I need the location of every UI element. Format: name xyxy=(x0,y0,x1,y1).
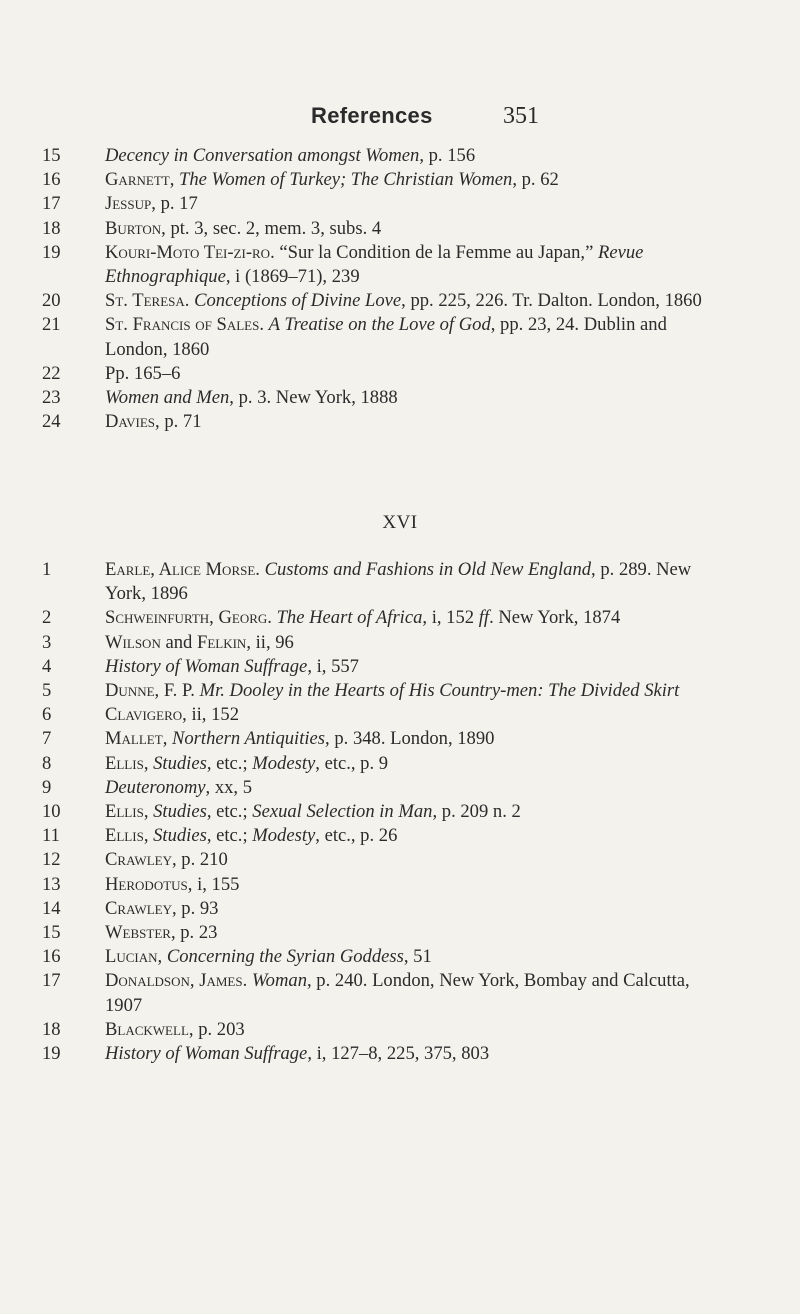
reference-number: 21 xyxy=(42,314,61,336)
reference-text: St. Francis of Sales. A Treatise on the Love of God, pp. 23, 24. Dublin and London, 1860 xyxy=(105,314,667,360)
reference-text: Donaldson, James. Woman, p. 240. London, New York, Bombay and Calcutta, 1907 xyxy=(105,970,690,1016)
reference-number: 19 xyxy=(42,241,61,263)
reference-list-continued xyxy=(0,144,800,434)
reference-text: Ellis, Studies, etc.; Sexual Selection in Man, p. 209 n. 2 xyxy=(105,801,521,823)
reference-number: 17 xyxy=(42,193,61,215)
reference-number: 22 xyxy=(42,362,61,384)
reference-number: 17 xyxy=(42,970,61,992)
reference-text: Crawley, p. 210 xyxy=(105,849,228,871)
reference-text: Clavigero, ii, 152 xyxy=(105,704,239,726)
reference-number: 16 xyxy=(42,946,61,968)
running-header xyxy=(0,103,800,137)
reference-entry xyxy=(0,192,705,216)
reference-text: Davies, p. 71 xyxy=(105,411,202,433)
reference-entry xyxy=(0,362,705,386)
reference-entry xyxy=(0,727,705,751)
page-number: 351 xyxy=(503,103,539,129)
reference-text: Women and Men, p. 3. New York, 1888 xyxy=(105,387,398,409)
reference-number: 15 xyxy=(42,922,61,944)
reference-entry xyxy=(0,921,705,945)
reference-entry xyxy=(0,945,705,969)
reference-entry xyxy=(0,776,705,800)
reference-entry xyxy=(0,752,705,776)
reference-entry xyxy=(0,168,705,192)
reference-entry xyxy=(0,655,705,679)
reference-entry xyxy=(0,824,705,848)
reference-entry xyxy=(0,386,705,410)
reference-entry xyxy=(0,410,705,434)
reference-text: Earle, Alice Morse. Customs and Fashions in Old New England, p. 289. New York, 1896 xyxy=(105,559,692,605)
reference-text: Blackwell, p. 203 xyxy=(105,1018,245,1040)
reference-text: Jessup, p. 17 xyxy=(105,193,198,215)
reference-text: History of Woman Suffrage, i, 127–8, 225, 375, 803 xyxy=(105,1043,490,1065)
reference-text: History of Woman Suffrage, i, 557 xyxy=(105,655,359,677)
reference-text: Wilson and Felkin, ii, 96 xyxy=(105,631,294,653)
reference-entry xyxy=(0,679,705,703)
reference-text: Herodotus, i, 155 xyxy=(105,873,240,895)
reference-number: 9 xyxy=(42,776,52,798)
reference-text: Mallet, Northern Antiquities, p. 348. London, 1890 xyxy=(105,728,495,750)
reference-number: 18 xyxy=(42,1018,61,1040)
reference-number: 18 xyxy=(42,217,61,239)
reference-number: 12 xyxy=(42,849,61,871)
reference-text: Lucian, Concerning the Syrian Goddess, 51 xyxy=(105,946,432,968)
reference-text: Garnett, The Women of Turkey; The Christian Women, p. 62 xyxy=(105,169,559,191)
reference-entry xyxy=(0,848,705,872)
reference-number: 16 xyxy=(42,169,61,191)
reference-number: 4 xyxy=(42,655,52,677)
reference-text: Dunne, F. P. Mr. Dooley in the Hearts of His Country-men: The Divided Skirt xyxy=(105,680,680,702)
reference-number: 20 xyxy=(42,290,61,312)
reference-entry xyxy=(0,873,705,897)
reference-number: 23 xyxy=(42,387,61,409)
reference-text: Decency in Conversation amongst Women, p. 156 xyxy=(105,145,476,166)
reference-number: 1 xyxy=(42,559,52,580)
reference-number: 10 xyxy=(42,801,61,823)
reference-text: Pp. 165–6 xyxy=(105,362,181,384)
reference-list-chapter-xvi xyxy=(0,558,800,1066)
reference-number: 7 xyxy=(42,728,52,750)
reference-number: 13 xyxy=(42,873,61,895)
reference-entry xyxy=(0,631,705,655)
reference-entry xyxy=(0,606,705,630)
reference-entry xyxy=(0,800,705,824)
reference-text: Burton, pt. 3, sec. 2, mem. 3, subs. 4 xyxy=(105,217,382,239)
reference-number: 6 xyxy=(42,704,52,726)
reference-text: Webster, p. 23 xyxy=(105,922,218,944)
reference-entry xyxy=(0,969,705,1017)
chapter-heading: XVI xyxy=(382,512,418,533)
reference-entry xyxy=(0,217,705,241)
reference-entry xyxy=(0,144,705,168)
reference-entry xyxy=(0,1042,705,1066)
reference-number: 3 xyxy=(42,631,52,653)
reference-text: Ellis, Studies, etc.; Modesty, etc., p. 9 xyxy=(105,752,389,774)
reference-entry xyxy=(0,558,705,606)
reference-entry xyxy=(0,313,705,361)
reference-entry xyxy=(0,1018,705,1042)
reference-number: 11 xyxy=(42,825,60,847)
reference-text: St. Teresa. Conceptions of Divine Love, pp. 225, 226. Tr. Dalton. London, 1860 xyxy=(105,290,702,312)
reference-number: 15 xyxy=(42,145,61,166)
reference-number: 5 xyxy=(42,680,52,702)
reference-entry xyxy=(0,241,705,289)
reference-text: Deuteronomy, xx, 5 xyxy=(105,776,252,798)
running-title: References xyxy=(311,103,433,128)
reference-entry xyxy=(0,289,705,313)
reference-number: 14 xyxy=(42,897,61,919)
reference-number: 2 xyxy=(42,607,52,629)
reference-text: Ellis, Studies, etc.; Modesty, etc., p. 26 xyxy=(105,825,398,847)
reference-entry xyxy=(0,703,705,727)
reference-number: 24 xyxy=(42,411,61,433)
reference-text: Crawley, p. 93 xyxy=(105,897,219,919)
reference-entry xyxy=(0,897,705,921)
reference-text: Schweinfurth, Georg. The Heart of Africa, i, 152 ff. New York, 1874 xyxy=(105,607,621,629)
reference-number: 19 xyxy=(42,1043,61,1065)
reference-text: Kouri-Moto Tei-zi-ro. “Sur la Condition de la Femme au Japan,” Revue Ethnographique, i (1869–71), 239 xyxy=(105,241,644,288)
reference-number: 8 xyxy=(42,752,52,774)
